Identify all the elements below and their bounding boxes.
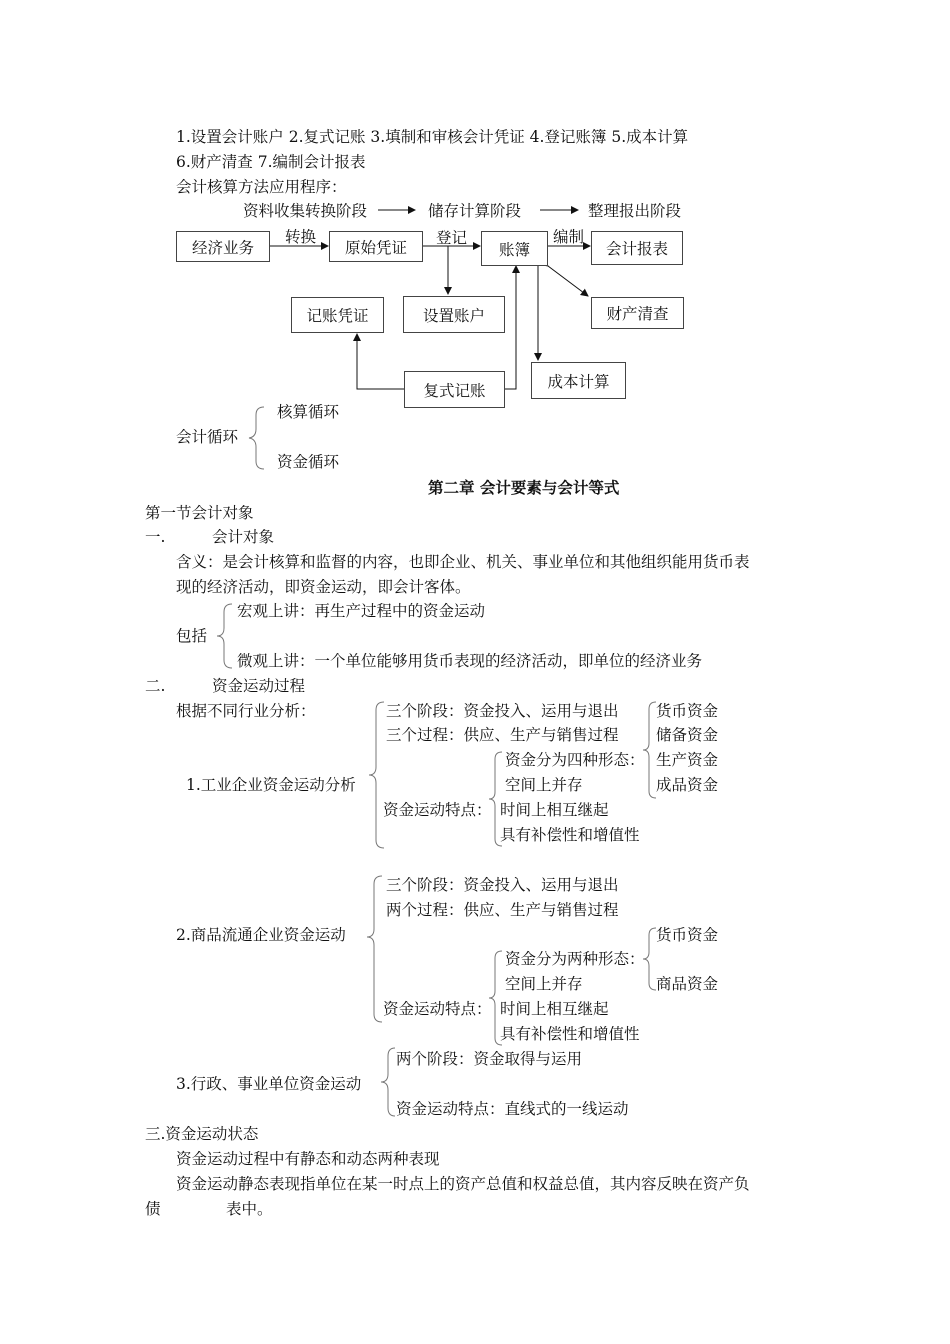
cycle-item-accounting: 核算循环 xyxy=(277,403,340,421)
arrow-double-entry-to-ledger xyxy=(505,266,516,389)
industrial-form-finished: 成品资金 xyxy=(656,776,719,794)
industrial-form-cash: 货币资金 xyxy=(656,702,719,720)
point-2-title: 资金运动过程 xyxy=(212,677,306,695)
arrow-ledger-inventory xyxy=(548,266,588,296)
chapter-title: 第二章 会计要素与会计等式 xyxy=(428,479,620,497)
methods-line-1: 1.设置会计账户 2.复式记账 3.填制和审核会计凭证 4.登记账簿 5.成本计算 xyxy=(176,128,689,146)
commercial-form-cash: 货币资金 xyxy=(656,926,719,944)
section-3-line-3b: 表中。 xyxy=(226,1200,273,1218)
section-3-line-3a: 债 xyxy=(145,1200,161,1218)
section-3-line-2: 资金运动静态表现指单位在某一时点上的资产总值和权益总值，其内容反映在资产负 xyxy=(176,1175,750,1193)
box-original-voucher: 原始凭证 xyxy=(329,231,423,262)
admin-label: 3.行政、事业单位资金运动 xyxy=(176,1075,362,1093)
admin-stages: 两个阶段：资金取得与运用 xyxy=(396,1050,583,1068)
section-1-title: 第一节会计对象 xyxy=(145,504,254,522)
admin-features: 资金运动特点：直线式的一线运动 xyxy=(396,1100,629,1118)
commercial-feature-forms: 资金分为两种形态： xyxy=(505,950,645,968)
include-macro: 宏观上讲：再生产过程中的资金运动 xyxy=(237,602,486,620)
industrial-feature-space: 空间上并存 xyxy=(505,776,583,794)
point-1-number: 一. xyxy=(145,528,166,546)
industrial-form-production: 生产资金 xyxy=(656,751,719,769)
commercial-feature-value: 具有补偿性和增值性 xyxy=(500,1025,640,1043)
stage-report: 整理报出阶段 xyxy=(588,202,682,220)
label-register: 登记 xyxy=(436,229,468,247)
industrial-feature-value: 具有补偿性和增值性 xyxy=(500,826,640,844)
box-business: 经济业务 xyxy=(176,231,270,262)
label-compile: 编制 xyxy=(553,228,585,246)
box-set-account: 设置账户 xyxy=(403,296,505,333)
methods-line-2: 6.财产清查 7.编制会计报表 xyxy=(176,153,366,171)
stage-collect: 资料收集转换阶段 xyxy=(243,202,368,220)
cycle-item-fund: 资金循环 xyxy=(277,453,340,471)
section-3-title: 三.资金运动状态 xyxy=(145,1125,259,1143)
industrial-features-label: 资金运动特点： xyxy=(383,801,492,819)
industrial-processes: 三个过程：供应、生产与销售过程 xyxy=(386,726,619,744)
box-cost: 成本计算 xyxy=(531,362,626,399)
box-inventory: 财产清查 xyxy=(591,297,684,329)
cycle-label: 会计循环 xyxy=(176,428,239,446)
commercial-feature-time: 时间上相互继起 xyxy=(500,1000,609,1018)
industrial-form-reserve: 储备资金 xyxy=(656,726,719,744)
label-convert: 转换 xyxy=(285,228,317,246)
include-brace xyxy=(216,604,236,668)
commercial-feature-space: 空间上并存 xyxy=(505,975,583,993)
arrow-double-entry-to-voucher xyxy=(357,334,404,389)
cycle-brace xyxy=(248,407,268,469)
box-report: 会计报表 xyxy=(591,231,683,265)
box-voucher: 记账凭证 xyxy=(291,297,384,333)
commercial-stages: 三个阶段：资金投入、运用与退出 xyxy=(386,876,619,894)
analysis-label: 根据不同行业分析： xyxy=(176,702,316,720)
industrial-brace xyxy=(368,702,388,848)
industrial-feature-forms: 资金分为四种形态： xyxy=(505,751,645,769)
commercial-processes: 两个过程：供应、生产与销售过程 xyxy=(386,901,619,919)
definition-line-1: 含义：是会计核算和监督的内容，也即企业、机关、事业单位和其他组织能用货币表 xyxy=(176,553,750,571)
procedure-title: 会计核算方法应用程序： xyxy=(176,178,347,196)
commercial-form-goods: 商品资金 xyxy=(656,975,719,993)
box-ledger: 账簿 xyxy=(481,231,548,266)
box-double-entry: 复式记账 xyxy=(404,371,505,408)
point-1-title: 会计对象 xyxy=(212,528,275,546)
commercial-features-label: 资金运动特点： xyxy=(383,1000,492,1018)
stage-store: 储存计算阶段 xyxy=(428,202,522,220)
point-2-number: 二. xyxy=(145,677,166,695)
section-3-line-1: 资金运动过程中有静态和动态两种表现 xyxy=(176,1150,440,1168)
include-label: 包括 xyxy=(176,627,208,645)
definition-line-2: 现的经济活动，即资金运动，即会计客体。 xyxy=(176,578,471,596)
include-micro: 微观上讲：一个单位能够用货币表现的经济活动，即单位的经济业务 xyxy=(237,652,703,670)
industrial-label: 1.工业企业资金运动分析 xyxy=(186,776,356,794)
industrial-feature-time: 时间上相互继起 xyxy=(500,801,609,819)
industrial-stages: 三个阶段：资金投入、运用与退出 xyxy=(386,702,619,720)
commercial-label: 2.商品流通企业资金运动 xyxy=(176,926,346,944)
